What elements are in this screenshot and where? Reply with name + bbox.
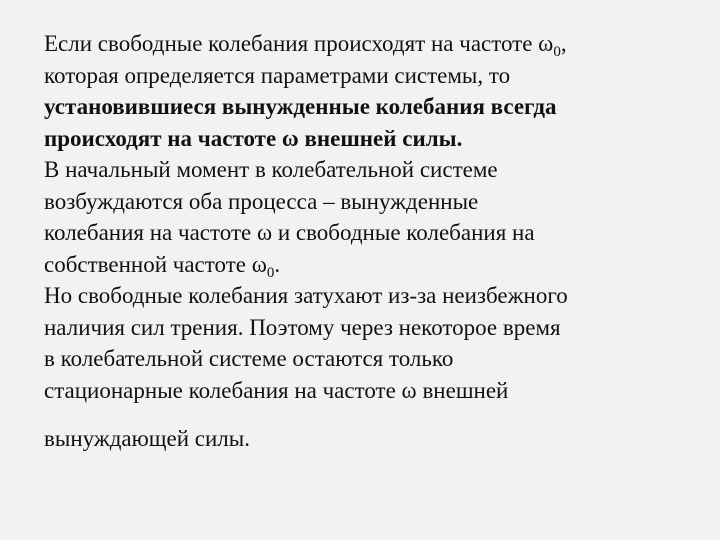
- text-line: В начальный момент в колебательной системе: [44, 157, 498, 182]
- text-fragment: собственной частоте ω: [44, 251, 267, 277]
- body-text: [44, 28, 704, 455]
- text-line: которая определяется параметрами системы, то: [44, 62, 511, 88]
- text-line: наличия сил трения. Поэтому через некоторое время: [44, 314, 561, 340]
- emphasis-line: установившиеся вынужденные колебания всегда: [44, 94, 557, 119]
- text-line: стационарные колебания на частоте ω внешней: [44, 377, 509, 403]
- subscript: 0: [266, 264, 275, 281]
- text-line: в колебательной системе остаются только: [44, 346, 454, 371]
- text-fragment: .: [274, 251, 281, 277]
- text-fragment: Если свободные колебания происходят на частоте ω: [44, 31, 554, 56]
- text-line: вынуждающей силы.: [44, 426, 250, 451]
- subscript: 0: [553, 44, 561, 60]
- text-fragment: ,: [560, 31, 567, 56]
- text-line: Но свободные колебания затухают из-за неизбежного: [44, 283, 568, 308]
- emphasis-line: происходят на частоте ω внешней силы.: [44, 125, 463, 151]
- text-line: колебания на частоте ω и свободные колебания на: [44, 220, 535, 245]
- text-line: возбуждаются оба процесса – вынужденные: [44, 188, 479, 214]
- text-line: [44, 249, 704, 281]
- text-line: [44, 28, 704, 60]
